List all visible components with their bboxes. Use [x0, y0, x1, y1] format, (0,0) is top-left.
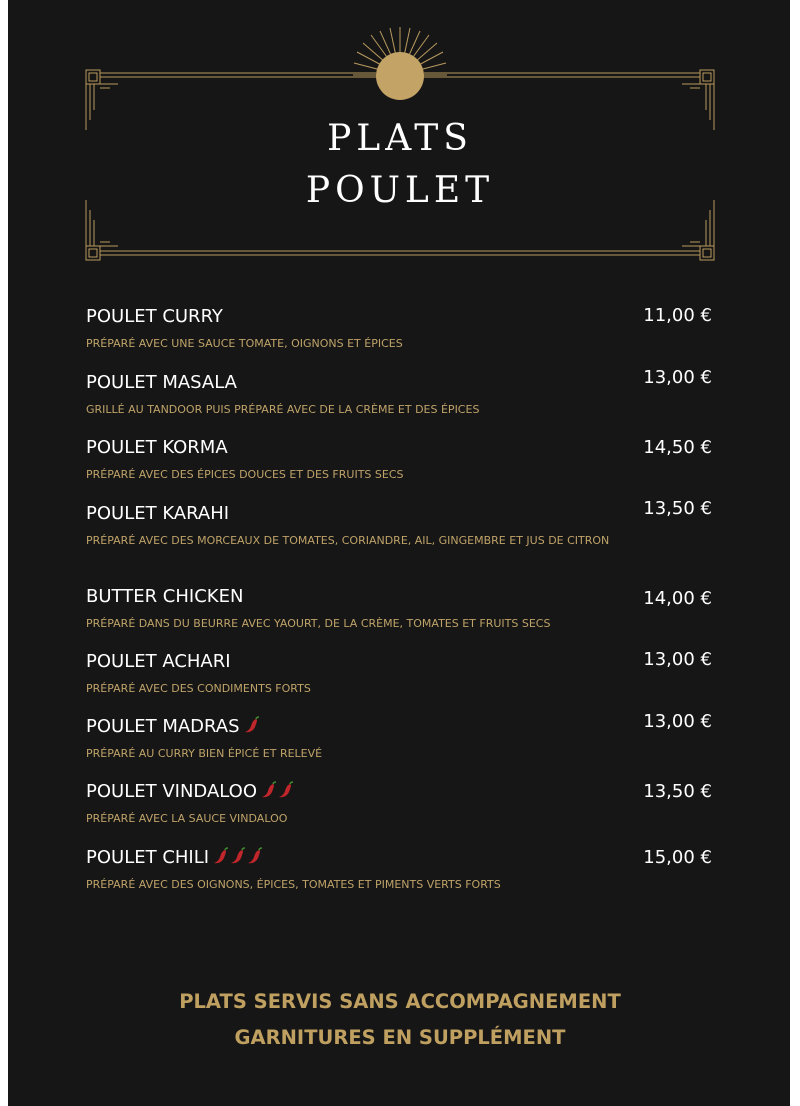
- page-title-line2: POULET: [305, 170, 495, 211]
- item-description: GRILLÉ AU TANDOOR PUIS PRÉPARÉ AVEC DE LA CRÈME ET DES ÉPICES: [86, 403, 480, 416]
- item-price: 13,00 €: [643, 711, 712, 732]
- item-name-wrap: [86, 716, 261, 737]
- sun-disc-icon: [376, 52, 424, 100]
- item-description: PRÉPARÉ AVEC DES CONDIMENTS FORTS: [86, 682, 311, 695]
- item-name: POULET MADRAS: [86, 716, 240, 737]
- item-price: 13,00 €: [643, 367, 712, 388]
- item-price: 13,00 €: [643, 649, 712, 670]
- chili-pepper-icon: [230, 847, 246, 865]
- item-name: POULET CHILI: [86, 847, 210, 868]
- item-description: PRÉPARÉ AVEC DES ÉPICES DOUCES ET DES FRUITS SECS: [86, 468, 404, 481]
- chili-icon-group: [213, 847, 264, 868]
- footer-note-line1: PLATS SERVIS SANS ACCOMPAGNEMENT: [179, 990, 621, 1013]
- item-name: POULET KARAHI: [86, 503, 230, 524]
- item-name: POULET MASALA: [86, 372, 237, 393]
- chili-pepper-icon: [261, 781, 277, 799]
- item-price: 13,50 €: [643, 498, 712, 519]
- item-price: 14,50 €: [643, 437, 712, 458]
- item-description: PRÉPARÉ AVEC DES MORCEAUX DE TOMATES, CORIANDRE, AIL, GINGEMBRE ET JUS DE CITRON: [86, 534, 610, 547]
- chili-pepper-icon: [213, 847, 229, 865]
- item-name: POULET VINDALOO: [86, 781, 257, 802]
- chili-icon-group: [244, 716, 261, 737]
- item-name-wrap: [86, 781, 295, 802]
- chili-pepper-icon: [247, 847, 263, 865]
- chili-pepper-icon: [278, 781, 294, 799]
- item-name: POULET KORMA: [86, 437, 228, 458]
- item-description: PRÉPARÉ DANS DU BEURRE AVEC YAOURT, DE LA CRÈME, TOMATES ET FRUITS SECS: [86, 617, 551, 630]
- item-description: PRÉPARÉ AU CURRY BIEN ÉPICÉ ET RELEVÉ: [86, 747, 323, 760]
- item-name: POULET CURRY: [86, 306, 223, 327]
- footer-note-line2: GARNITURES EN SUPPLÉMENT: [234, 1026, 566, 1049]
- item-price: 14,00 €: [643, 588, 712, 609]
- item-name: POULET ACHARI: [86, 651, 231, 672]
- chili-icon-group: [261, 781, 295, 802]
- item-description: PRÉPARÉ AVEC UNE SAUCE TOMATE, OIGNONS ET ÉPICES: [86, 337, 403, 350]
- chili-pepper-icon: [244, 716, 260, 734]
- item-description: PRÉPARÉ AVEC DES OIGNONS, ÉPICES, TOMATES ET PIMENTS VERTS FORTS: [86, 878, 501, 891]
- item-description: PRÉPARÉ AVEC LA SAUCE VINDALOO: [86, 812, 288, 825]
- item-price: 13,50 €: [643, 781, 712, 802]
- item-price: 11,00 €: [643, 305, 712, 326]
- item-name: BUTTER CHICKEN: [86, 586, 244, 607]
- item-price: 15,00 €: [643, 847, 712, 868]
- item-name-wrap: [86, 847, 264, 868]
- page-title-line1: PLATS: [327, 118, 473, 159]
